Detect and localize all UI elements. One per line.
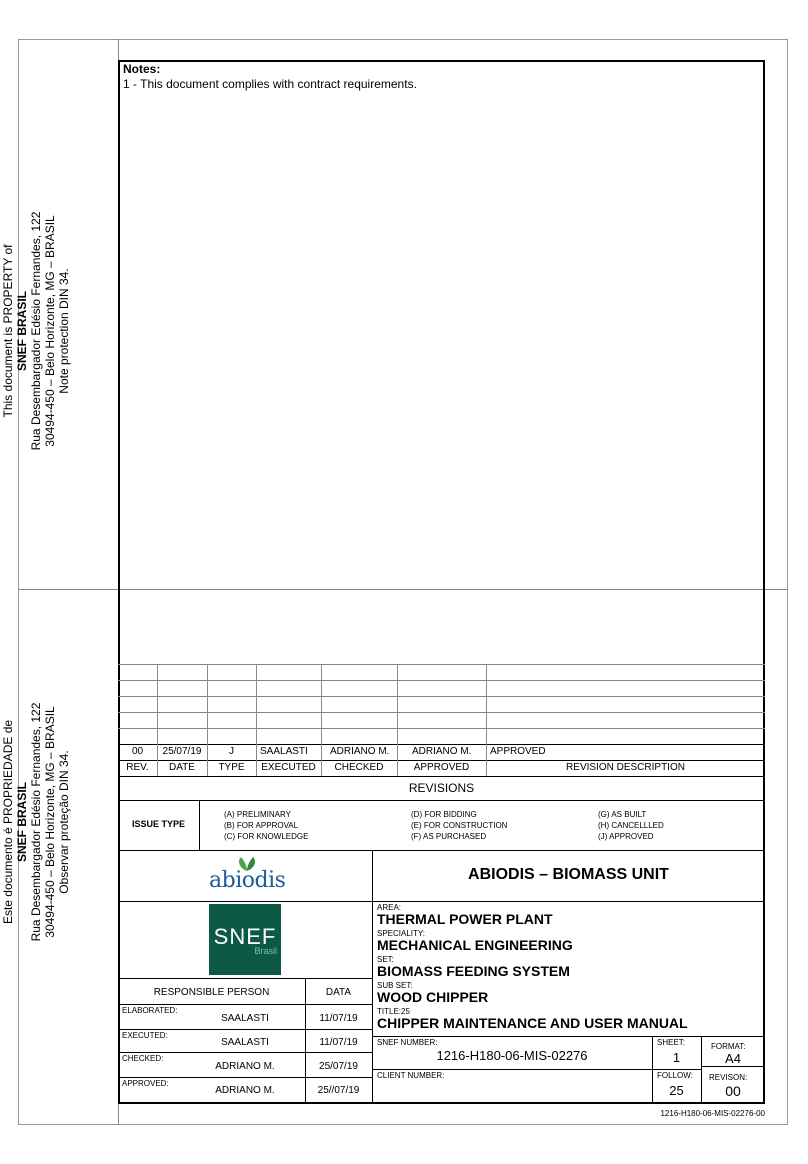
- abiodis-logo: [205, 856, 289, 898]
- issue-option: (J) APPROVED: [598, 832, 654, 841]
- area-label: AREA:: [377, 903, 402, 912]
- responsible-date: 25//07/19: [317, 1085, 360, 1096]
- rev-row-rev: 00: [131, 746, 144, 757]
- set-label: SET:: [377, 955, 394, 964]
- speciality-label: SPECIALITY:: [377, 929, 426, 938]
- format-value: A4: [725, 1051, 741, 1066]
- rev-header-type: TYPE: [218, 762, 245, 773]
- follow-value: 25: [669, 1083, 684, 1098]
- responsible-date: 11/07/19: [319, 1037, 358, 1048]
- number-line: [372, 1036, 765, 1037]
- title-block-line: [118, 901, 765, 902]
- document-title: CHIPPER MAINTENANCE AND USER MANUAL: [377, 1015, 688, 1031]
- set-value: BIOMASS FEEDING SYSTEM: [377, 963, 570, 979]
- responsible-name: SAALASTI: [221, 1013, 269, 1024]
- format-line: [701, 1066, 765, 1067]
- rev-row-date: 25/07/19: [162, 746, 202, 757]
- responsible-date-header: DATA: [325, 987, 352, 998]
- rev-col-line: [157, 664, 158, 776]
- rev-row-checked: ADRIANO M.: [330, 746, 390, 757]
- rev-col-line: [486, 664, 487, 776]
- responsible-header: RESPONSIBLE PERSON: [153, 987, 270, 998]
- snef-number-label: SNEF NUMBER:: [377, 1038, 438, 1047]
- rev-col-line: [321, 664, 322, 776]
- rev-grid-line: [118, 744, 765, 745]
- issue-option: (D) FOR BIDDING: [411, 810, 477, 819]
- snef-subtitle: Brasil: [254, 946, 277, 956]
- follow-label: FOLLOW:: [657, 1071, 693, 1080]
- responsible-line: [118, 1004, 372, 1005]
- abiodis-wordmark: abiodis: [209, 868, 286, 893]
- issue-option: (E) FOR CONSTRUCTION: [411, 821, 508, 830]
- rev-row-approved: ADRIANO M.: [412, 746, 472, 757]
- revisions-title: REVISIONS: [408, 781, 475, 795]
- responsible-line: [118, 1077, 372, 1078]
- rev-header-checked: CHECKED: [334, 762, 384, 773]
- responsible-label: APPROVED:: [122, 1079, 169, 1088]
- client-number-label: CLIENT NUMBER:: [377, 1071, 445, 1080]
- rev-grid-line: [118, 664, 765, 665]
- title-label: TITLE:25: [377, 1007, 410, 1016]
- rev-grid-line: [118, 760, 765, 761]
- rev-header-approved: APPROVED: [413, 762, 470, 773]
- responsible-label: EXECUTED:: [122, 1031, 168, 1040]
- sheet-value: 1: [672, 1050, 681, 1065]
- rev-col-line: [207, 664, 208, 776]
- footer-code: 1216-H180-06-MIS-02276-00: [660, 1109, 765, 1118]
- issue-option: (F) AS PURCHASED: [411, 832, 487, 841]
- subset-value: WOOD CHIPPER: [377, 989, 489, 1005]
- issue-option: (B) FOR APPROVAL: [224, 821, 299, 830]
- responsible-name: ADRIANO M.: [215, 1061, 275, 1072]
- responsible-name: ADRIANO M.: [215, 1085, 275, 1096]
- rev-grid-line: [118, 680, 765, 681]
- title-block-divider: [372, 850, 373, 1104]
- responsible-name: SAALASTI: [221, 1037, 269, 1048]
- subset-label: SUB SET:: [377, 981, 413, 990]
- snef-logo: [209, 904, 281, 975]
- responsible-line: [118, 1052, 372, 1053]
- rev-grid-line: [118, 776, 765, 777]
- rev-col-line: [397, 664, 398, 776]
- rev-grid-line: [118, 800, 765, 801]
- rev-row-executed: SAALASTI: [260, 746, 308, 757]
- responsible-date: 11/07/19: [319, 1013, 358, 1024]
- issue-option: (H) CANCELLLED: [598, 821, 664, 830]
- rev-grid-line: [118, 712, 765, 713]
- responsible-top-line: [118, 978, 372, 979]
- rev-header-description: REVISION DESCRIPTION: [566, 762, 685, 773]
- sheet-label: SHEET:: [657, 1038, 686, 1047]
- rev-header-executed: EXECUTED: [261, 762, 316, 773]
- area-value: THERMAL POWER PLANT: [377, 911, 553, 927]
- responsible-label: CHECKED:: [122, 1054, 164, 1063]
- side-note-bottom: Este documento é PROPRIEDADE de SNEF BRASIL Rua Desembargador Edésio Fernandes, 122 30494-450 – Belo Horizonte, MG – BRASIL Observar proteção DIN 34.: [1, 702, 71, 942]
- responsible-date: 25/07/19: [319, 1061, 358, 1072]
- issue-option: (G) AS BUILT: [598, 810, 647, 819]
- rev-row-type: J: [229, 746, 234, 757]
- side-note-top: This document is PROPERTY of SNEF BRASIL Rua Desembargador Edésio Fernandes, 122 30494-450 – Belo Horizonte, MG – BRASIL Note protection DIN 34.: [1, 211, 71, 451]
- issue-bottom-line: [118, 850, 765, 851]
- issue-option: (A) PRELIMINARY: [224, 810, 291, 819]
- rev-header-rev: REV.: [126, 762, 149, 773]
- responsible-line: [118, 1029, 372, 1030]
- format-label: FORMAT:: [711, 1042, 746, 1051]
- snef-number: 1216-H180-06-MIS-02276: [436, 1048, 588, 1063]
- rev-col-line: [256, 664, 257, 776]
- responsible-label: ELABORATED:: [122, 1006, 178, 1015]
- snef-wordmark: SNEF: [213, 924, 277, 949]
- issue-type-label: ISSUE TYPE: [131, 819, 185, 829]
- rev-grid-line: [118, 696, 765, 697]
- notes-text: 1 - This document complies with contract requirements.: [123, 77, 417, 91]
- rev-grid-line: [118, 728, 765, 729]
- rev-row-description: APPROVED: [490, 746, 546, 757]
- notes-title: Notes:: [123, 62, 161, 76]
- project-title: ABIODIS – BIOMASS UNIT: [468, 866, 669, 883]
- speciality-value: MECHANICAL ENGINEERING: [377, 937, 573, 953]
- revision-value: 00: [725, 1083, 741, 1099]
- issue-divider: [199, 800, 200, 850]
- issue-option: (C) FOR KNOWLEDGE: [224, 832, 309, 841]
- rev-header-date: DATE: [169, 762, 195, 773]
- revision-label: REVISON:: [709, 1073, 748, 1082]
